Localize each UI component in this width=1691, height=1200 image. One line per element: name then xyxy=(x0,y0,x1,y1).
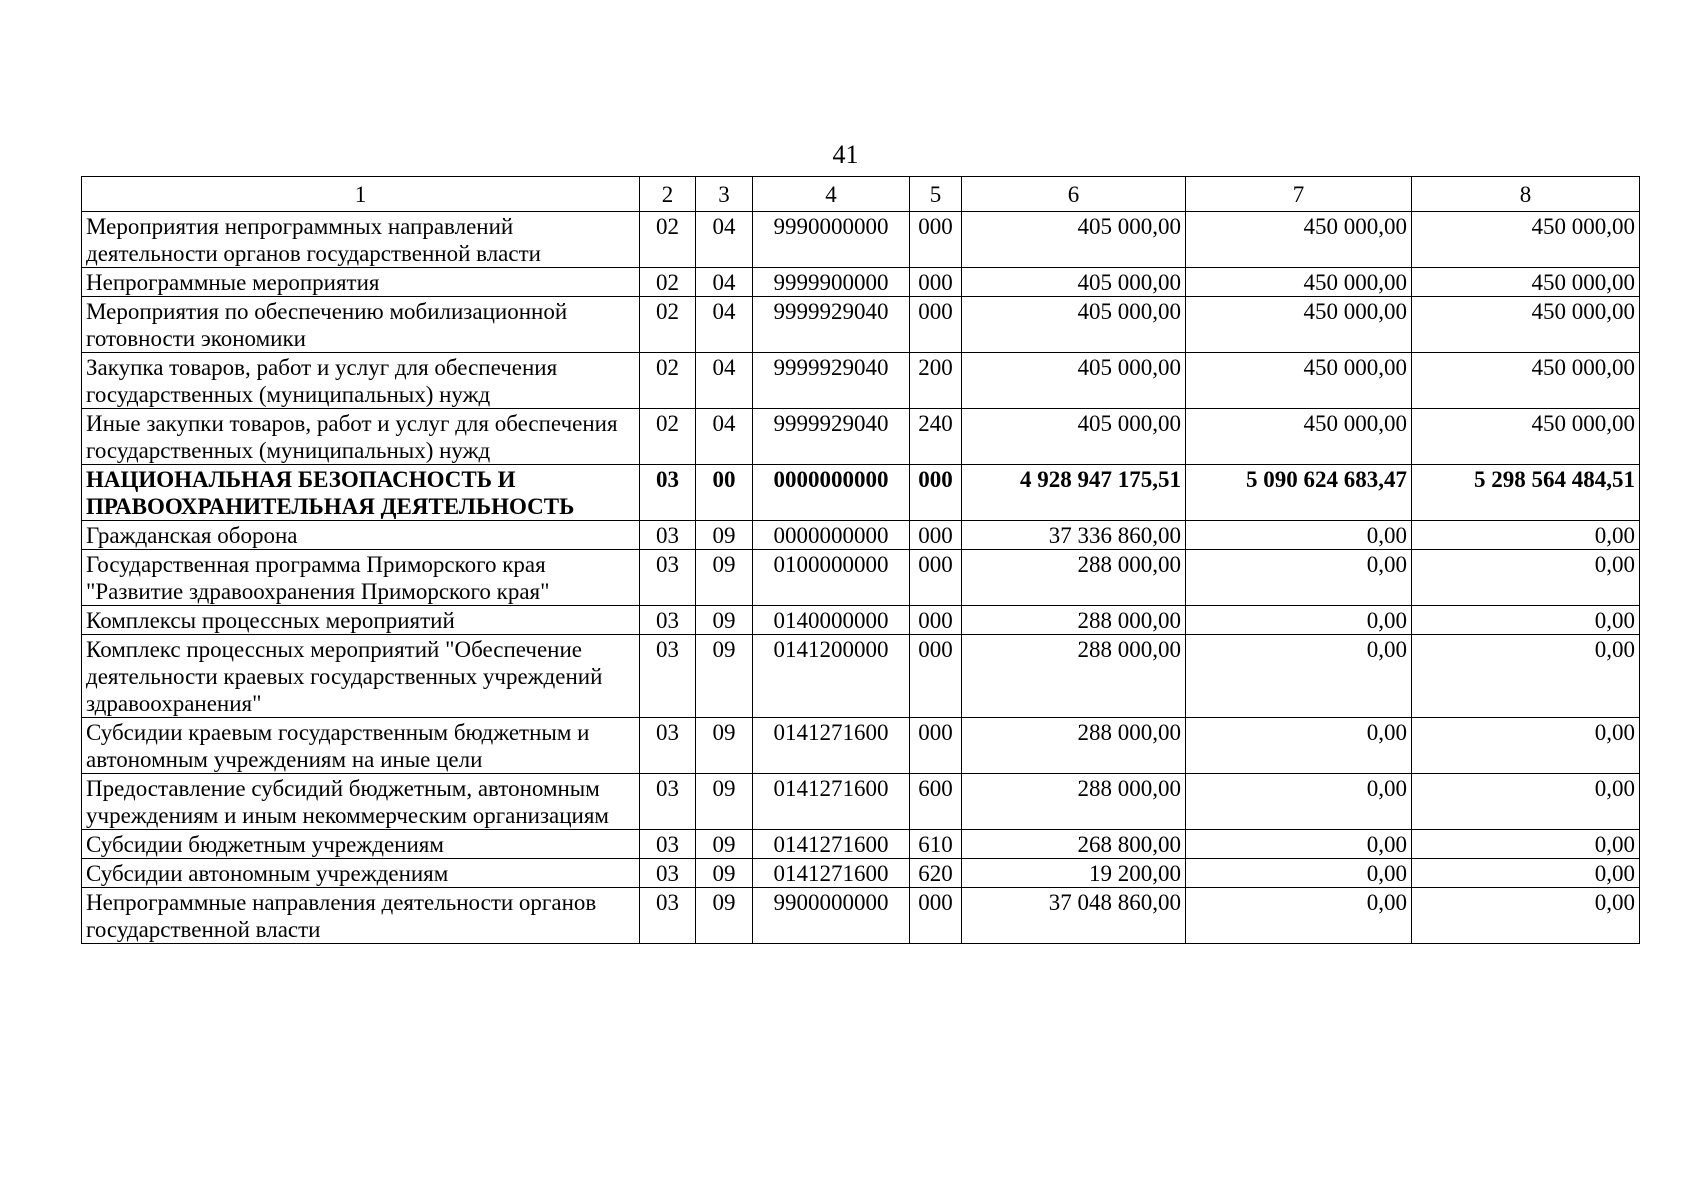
target-article-code: 9999929040 xyxy=(753,353,910,409)
column-header: 1 xyxy=(82,177,640,212)
amount-col7: 0,00 xyxy=(1186,521,1412,550)
subsection-code: 09 xyxy=(696,635,753,718)
section-code: 03 xyxy=(640,635,696,718)
amount-col7: 0,00 xyxy=(1186,830,1412,859)
target-article-code: 9999900000 xyxy=(753,268,910,297)
section-code: 02 xyxy=(640,212,696,268)
amount-col7: 0,00 xyxy=(1186,635,1412,718)
amount-col7: 450 000,00 xyxy=(1186,268,1412,297)
amount-col7: 0,00 xyxy=(1186,859,1412,888)
row-name: Закупка товаров, работ и услуг для обеспечения государственных (муниципальных) нужд xyxy=(82,353,640,409)
row-name: Мероприятия по обеспечению мобилизационной готовности экономики xyxy=(82,297,640,353)
column-header: 5 xyxy=(910,177,962,212)
expense-type-code: 000 xyxy=(910,888,962,944)
subsection-code: 00 xyxy=(696,465,753,521)
table-row xyxy=(82,521,1640,550)
table-row xyxy=(82,774,1640,830)
subsection-code: 09 xyxy=(696,718,753,774)
expense-type-code: 000 xyxy=(910,550,962,606)
table-row xyxy=(82,268,1640,297)
expense-type-code: 240 xyxy=(910,409,962,465)
amount-col8: 0,00 xyxy=(1412,635,1640,718)
table-row xyxy=(82,409,1640,465)
row-name: Субсидии бюджетным учреждениям xyxy=(82,830,640,859)
row-name: Гражданская оборона xyxy=(82,521,640,550)
amount-col7: 0,00 xyxy=(1186,718,1412,774)
expense-type-code: 000 xyxy=(910,635,962,718)
section-code: 03 xyxy=(640,521,696,550)
amount-col7: 5 090 624 683,47 xyxy=(1186,465,1412,521)
amount-col6: 405 000,00 xyxy=(962,353,1186,409)
amount-col8: 0,00 xyxy=(1412,888,1640,944)
column-header: 2 xyxy=(640,177,696,212)
target-article-code: 9990000000 xyxy=(753,212,910,268)
amount-col7: 450 000,00 xyxy=(1186,297,1412,353)
table-row xyxy=(82,606,1640,635)
target-article-code: 0141271600 xyxy=(753,718,910,774)
subsection-code: 09 xyxy=(696,774,753,830)
subsection-code: 04 xyxy=(696,409,753,465)
table-row-section-total xyxy=(82,465,1640,521)
page-number: 41 xyxy=(832,140,859,169)
target-article-code: 9900000000 xyxy=(753,888,910,944)
section-code: 02 xyxy=(640,409,696,465)
subsection-code: 09 xyxy=(696,550,753,606)
table-row xyxy=(82,888,1640,944)
target-article-code: 0140000000 xyxy=(753,606,910,635)
section-code: 03 xyxy=(640,465,696,521)
subsection-code: 04 xyxy=(696,268,753,297)
amount-col8: 450 000,00 xyxy=(1412,297,1640,353)
expense-type-code: 000 xyxy=(910,212,962,268)
expense-type-code: 000 xyxy=(910,465,962,521)
amount-col8: 450 000,00 xyxy=(1412,409,1640,465)
amount-col7: 450 000,00 xyxy=(1186,353,1412,409)
column-header: 3 xyxy=(696,177,753,212)
amount-col6: 4 928 947 175,51 xyxy=(962,465,1186,521)
amount-col6: 405 000,00 xyxy=(962,409,1186,465)
expense-type-code: 200 xyxy=(910,353,962,409)
target-article-code: 9999929040 xyxy=(753,297,910,353)
amount-col6: 288 000,00 xyxy=(962,774,1186,830)
amount-col6: 19 200,00 xyxy=(962,859,1186,888)
subsection-code: 04 xyxy=(696,353,753,409)
row-name: Иные закупки товаров, работ и услуг для обеспечения государственных (муниципальных) нужд xyxy=(82,409,640,465)
target-article-code: 0100000000 xyxy=(753,550,910,606)
subsection-code: 09 xyxy=(696,606,753,635)
table-row xyxy=(82,635,1640,718)
expense-type-code: 000 xyxy=(910,297,962,353)
target-article-code: 0141200000 xyxy=(753,635,910,718)
table-row xyxy=(82,212,1640,268)
section-code: 03 xyxy=(640,859,696,888)
section-code: 03 xyxy=(640,888,696,944)
amount-col6: 288 000,00 xyxy=(962,718,1186,774)
subsection-code: 04 xyxy=(696,297,753,353)
table-row xyxy=(82,297,1640,353)
section-code: 03 xyxy=(640,718,696,774)
table-row xyxy=(82,353,1640,409)
row-name: НАЦИОНАЛЬНАЯ БЕЗОПАСНОСТЬ И ПРАВООХРАНИТЕЛЬНАЯ ДЕЯТЕЛЬНОСТЬ xyxy=(82,465,640,521)
row-name: Мероприятия непрограммных направлений деятельности органов государственной власти xyxy=(82,212,640,268)
column-header: 4 xyxy=(753,177,910,212)
subsection-code: 09 xyxy=(696,859,753,888)
budget-table xyxy=(81,176,1640,944)
target-article-code: 0000000000 xyxy=(753,521,910,550)
amount-col6: 288 000,00 xyxy=(962,635,1186,718)
amount-col6: 37 048 860,00 xyxy=(962,888,1186,944)
column-number-row xyxy=(82,177,1640,212)
amount-col7: 0,00 xyxy=(1186,888,1412,944)
section-code: 02 xyxy=(640,268,696,297)
subsection-code: 09 xyxy=(696,830,753,859)
expense-type-code: 600 xyxy=(910,774,962,830)
amount-col8: 0,00 xyxy=(1412,606,1640,635)
section-code: 03 xyxy=(640,606,696,635)
column-header: 6 xyxy=(962,177,1186,212)
row-name: Непрограммные направления деятельности органов государственной власти xyxy=(82,888,640,944)
expense-type-code: 620 xyxy=(910,859,962,888)
row-name: Комплекс процессных мероприятий "Обеспечение деятельности краевых государственных учреждений здравоохранения" xyxy=(82,635,640,718)
amount-col8: 0,00 xyxy=(1412,774,1640,830)
expense-type-code: 610 xyxy=(910,830,962,859)
amount-col8: 450 000,00 xyxy=(1412,268,1640,297)
row-name: Непрограммные мероприятия xyxy=(82,268,640,297)
amount-col7: 450 000,00 xyxy=(1186,212,1412,268)
expense-type-code: 000 xyxy=(910,521,962,550)
target-article-code: 0141271600 xyxy=(753,774,910,830)
subsection-code: 09 xyxy=(696,888,753,944)
table-row xyxy=(82,718,1640,774)
expense-type-code: 000 xyxy=(910,268,962,297)
amount-col7: 0,00 xyxy=(1186,550,1412,606)
row-name: Субсидии краевым государственным бюджетным и автономным учреждениям на иные цели xyxy=(82,718,640,774)
amount-col8: 5 298 564 484,51 xyxy=(1412,465,1640,521)
target-article-code: 0000000000 xyxy=(753,465,910,521)
table-row xyxy=(82,550,1640,606)
row-name: Государственная программа Приморского края "Развитие здравоохранения Приморского края" xyxy=(82,550,640,606)
amount-col7: 450 000,00 xyxy=(1186,409,1412,465)
amount-col8: 0,00 xyxy=(1412,859,1640,888)
target-article-code: 0141271600 xyxy=(753,859,910,888)
amount-col8: 450 000,00 xyxy=(1412,353,1640,409)
target-article-code: 0141271600 xyxy=(753,830,910,859)
column-header: 8 xyxy=(1412,177,1640,212)
amount-col6: 405 000,00 xyxy=(962,212,1186,268)
table-row xyxy=(82,830,1640,859)
expense-type-code: 000 xyxy=(910,718,962,774)
target-article-code: 9999929040 xyxy=(753,409,910,465)
amount-col7: 0,00 xyxy=(1186,774,1412,830)
subsection-code: 04 xyxy=(696,212,753,268)
amount-col8: 0,00 xyxy=(1412,718,1640,774)
amount-col8: 450 000,00 xyxy=(1412,212,1640,268)
amount-col6: 288 000,00 xyxy=(962,550,1186,606)
amount-col6: 405 000,00 xyxy=(962,268,1186,297)
row-name: Предоставление субсидий бюджетным, автономным учреждениям и иным некоммерческим организациям xyxy=(82,774,640,830)
amount-col8: 0,00 xyxy=(1412,830,1640,859)
section-code: 03 xyxy=(640,550,696,606)
table-row xyxy=(82,859,1640,888)
section-code: 02 xyxy=(640,353,696,409)
amount-col8: 0,00 xyxy=(1412,521,1640,550)
amount-col6: 37 336 860,00 xyxy=(962,521,1186,550)
section-code: 03 xyxy=(640,774,696,830)
subsection-code: 09 xyxy=(696,521,753,550)
amount-col6: 268 800,00 xyxy=(962,830,1186,859)
amount-col8: 0,00 xyxy=(1412,550,1640,606)
amount-col6: 405 000,00 xyxy=(962,297,1186,353)
column-header: 7 xyxy=(1186,177,1412,212)
amount-col6: 288 000,00 xyxy=(962,606,1186,635)
row-name: Комплексы процессных мероприятий xyxy=(82,606,640,635)
row-name: Субсидии автономным учреждениям xyxy=(82,859,640,888)
amount-col7: 0,00 xyxy=(1186,606,1412,635)
section-code: 02 xyxy=(640,297,696,353)
section-code: 03 xyxy=(640,830,696,859)
expense-type-code: 000 xyxy=(910,606,962,635)
